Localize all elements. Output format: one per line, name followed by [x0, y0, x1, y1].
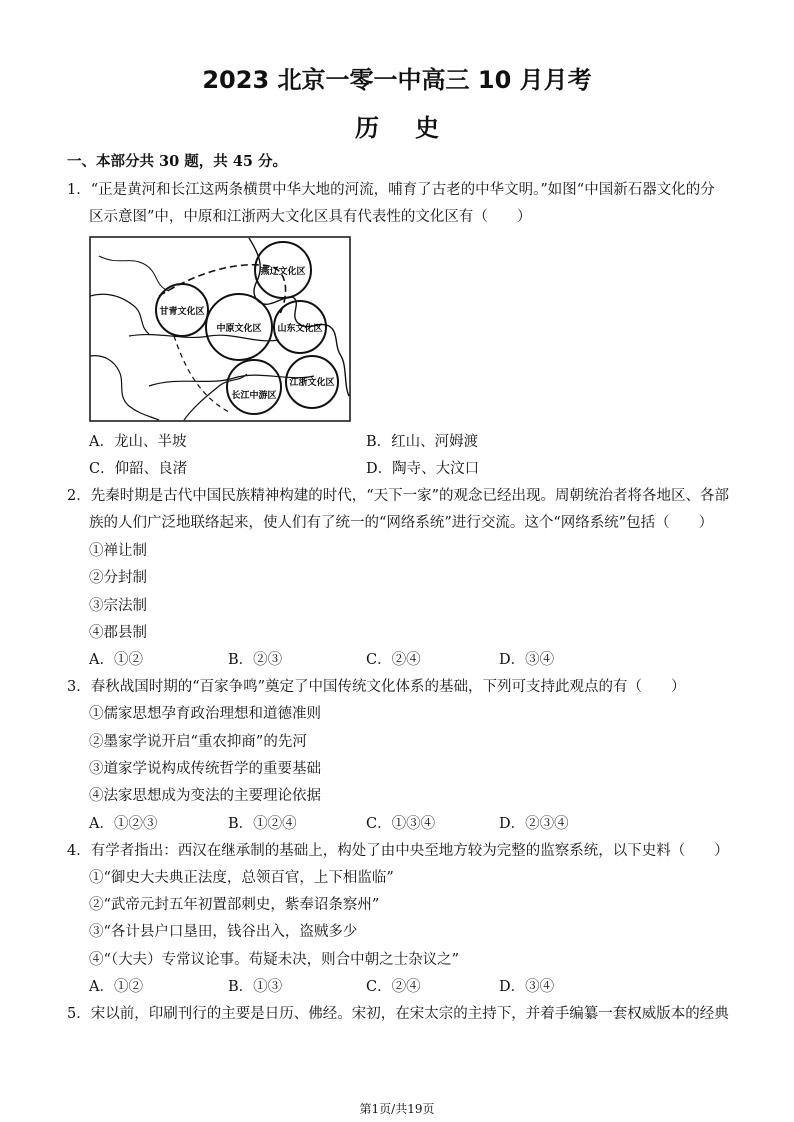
q2-option-c[interactable]: C．②④	[366, 652, 421, 668]
q3-option-c[interactable]: C．①③④	[366, 816, 436, 832]
q3-item-4: ④法家思想成为变法的主要理论依据	[89, 788, 321, 804]
map-label-jiangzhe: 江浙文化区	[289, 378, 335, 388]
q2-item-4: ④郡县制	[89, 625, 147, 641]
q5-stem-line1: 5．宋以前，印刷刊行的主要是日历、佛经。宋初，在宋太宗的主持下，并着手编纂一套权威版本的经典	[67, 1006, 729, 1022]
q4-stem-line1: 4．有学者指出：西汉在继承制的基础上，构处了由中央至地方较为完整的监察系统，以下史料（ ）	[67, 843, 729, 859]
q1-option-c[interactable]: C．仰韶、良渚	[89, 461, 188, 477]
q4-option-d[interactable]: D．③④	[499, 979, 555, 995]
q2-stem-line2: 族的人们广泛地联络起来，使人们有了统一的“网络系统”进行交流。这个“网络系统”包括（ ）	[89, 515, 714, 531]
subject-char-2: 史	[415, 114, 439, 142]
q2-option-a[interactable]: A．①②	[89, 652, 143, 668]
q4-item-1: ①“御史大夫典正法度，总领百官，上下相监临”	[89, 870, 394, 886]
q3-option-a[interactable]: A．①②③	[89, 816, 158, 832]
map-label-changjiang: 长江中游区	[231, 391, 277, 401]
q3-item-3: ③道家学说构成传统哲学的重要基础	[89, 761, 321, 777]
exam-title: 2023 北京一零一中高三 10 月月考	[202, 66, 592, 94]
map-label-shandong: 山东文化区	[277, 324, 323, 334]
map-label-yanliao: 燕辽文化区	[260, 267, 306, 277]
q4-option-b[interactable]: B．①③	[228, 979, 283, 995]
subject-title	[0, 108, 794, 143]
q2-stem-line1: 2．先秦时期是古代中国民族精神构建的时代，“天下一家”的观念已经出现。周朝统治者将各地区、各部	[67, 488, 730, 504]
q3-item-2: ②墨家学说开启“重农抑商”的先河	[89, 734, 307, 750]
q4-item-3: ③“各计县户口垦田，钱谷出入，盗贼多少	[89, 924, 358, 940]
q2-item-3: ③宗法制	[89, 598, 147, 614]
q1-option-d[interactable]: D．陶寺、大汶口	[366, 461, 480, 477]
q3-stem-line1: 3．春秋战国时期的“百家争鸣”奠定了中国传统文化体系的基础，下列可支持此观点的有（ ）	[67, 679, 686, 695]
q3-option-d[interactable]: D．②③④	[499, 816, 569, 832]
q2-item-1: ①禅让制	[89, 543, 147, 559]
q2-option-b[interactable]: B．②③	[228, 652, 283, 668]
map-label-zhongyuan: 中原文化区	[216, 324, 262, 334]
q4-option-c[interactable]: C．②④	[366, 979, 421, 995]
q4-option-a[interactable]: A．①②	[89, 979, 143, 995]
q2-item-2: ②分封制	[89, 570, 147, 586]
q1-option-b[interactable]: B．红山、河姆渡	[366, 434, 479, 450]
q1-stem-line1: 1．“正是黄河和长江这两条横贯中华大地的河流，哺育了古老的中华文明。”如图“中国新石器文化的分	[67, 182, 715, 198]
q4-item-4: ④“（大夫）专常议论事。苟疑未决，则合中朝之士杂议之”	[89, 952, 460, 968]
q1-option-a[interactable]: A．龙山、半坡	[89, 434, 187, 450]
q4-item-2: ②“武帝元封五年初置部刺史，紫奉诏条察州”	[89, 897, 380, 913]
neolithic-culture-map	[89, 236, 351, 422]
map-label-ganqing: 甘青文化区	[159, 307, 205, 317]
q3-option-b[interactable]: B．①②④	[228, 816, 297, 832]
section-heading: 一、本部分共 30 题，共 45 分。	[67, 153, 288, 170]
q2-option-d[interactable]: D．③④	[499, 652, 555, 668]
subject-char-1: 历	[355, 114, 379, 142]
page-footer: 第1页/共19页	[359, 1102, 435, 1116]
q3-item-1: ①儒家思想孕育政治理想和道德准则	[89, 706, 321, 722]
q1-stem-line2: 区示意图”中，中原和江浙两大文化区具有代表性的文化区有（ ）	[89, 209, 532, 225]
